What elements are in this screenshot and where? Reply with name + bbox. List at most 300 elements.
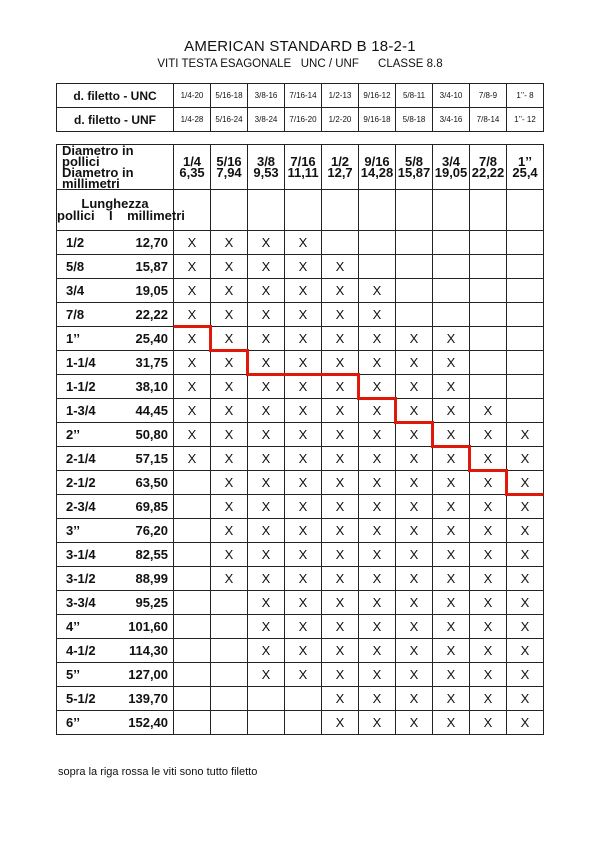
empty-cell <box>433 279 470 303</box>
availability-mark: X <box>322 351 359 375</box>
length-header-row <box>57 190 544 231</box>
availability-mark: X <box>174 231 211 255</box>
diameter-inch: 3/8 <box>256 154 276 169</box>
availability-mark: X <box>248 639 285 663</box>
availability-mark: X <box>433 639 470 663</box>
length-inch: 3-1/2 <box>57 567 112 591</box>
availability-mark: X <box>359 423 396 447</box>
unf-thread-cell: 1/4-28 <box>174 108 211 132</box>
empty-cell <box>174 567 211 591</box>
length-row <box>57 231 544 255</box>
empty-cell <box>507 399 544 423</box>
length-inch: 1-3/4 <box>57 399 112 423</box>
empty-cell <box>322 231 359 255</box>
availability-mark: X <box>396 615 433 639</box>
availability-mark: X <box>211 519 248 543</box>
unc-thread-cell: 7/16-14 <box>285 84 322 108</box>
diameter-mm: 22,22 <box>471 165 505 180</box>
empty-cell <box>174 663 211 687</box>
availability-mark: X <box>248 303 285 327</box>
length-row <box>57 351 544 375</box>
availability-mark: X <box>359 687 396 711</box>
availability-mark: X <box>248 471 285 495</box>
availability-mark: X <box>470 495 507 519</box>
diameter-mm: 14,28 <box>360 165 394 180</box>
availability-mark: X <box>248 447 285 471</box>
length-row <box>57 711 544 735</box>
empty-cell <box>470 375 507 399</box>
availability-mark: X <box>433 471 470 495</box>
availability-mark: X <box>470 711 507 735</box>
unf-thread-cell: 3/4-16 <box>433 108 470 132</box>
diameter-inch: 1’’ <box>518 154 532 169</box>
availability-mark: X <box>211 303 248 327</box>
length-row <box>57 615 544 639</box>
availability-mark: X <box>396 351 433 375</box>
availability-mark: X <box>507 639 544 663</box>
unc-thread-cell: 3/4-10 <box>433 84 470 108</box>
availability-mark: X <box>396 327 433 351</box>
availability-mark: X <box>396 519 433 543</box>
availability-mark: X <box>470 663 507 687</box>
availability-mark: X <box>174 375 211 399</box>
diameter-column-header <box>470 145 507 190</box>
availability-mark: X <box>285 567 322 591</box>
unf-thread-cell: 9/16-18 <box>359 108 396 132</box>
availability-mark: X <box>470 591 507 615</box>
empty-cell <box>174 543 211 567</box>
empty-cell <box>285 190 322 231</box>
availability-mark: X <box>359 399 396 423</box>
availability-mark: X <box>174 423 211 447</box>
availability-mark: X <box>359 471 396 495</box>
availability-mark: X <box>211 327 248 351</box>
availability-mark: X <box>359 543 396 567</box>
empty-cell <box>396 279 433 303</box>
length-inch: 6’’ <box>57 711 112 735</box>
availability-mark: X <box>433 399 470 423</box>
availability-mark: X <box>396 567 433 591</box>
empty-cell <box>507 255 544 279</box>
length-inch: 1-1/4 <box>57 351 112 375</box>
diameter-column-header <box>507 145 544 190</box>
empty-cell <box>470 351 507 375</box>
availability-mark: X <box>211 279 248 303</box>
availability-mark: X <box>285 279 322 303</box>
availability-mark: X <box>433 495 470 519</box>
availability-mark: X <box>433 351 470 375</box>
availability-mark: X <box>359 519 396 543</box>
length-inch: 1-1/2 <box>57 375 112 399</box>
unc-thread-cell: 1’’- 8 <box>507 84 544 108</box>
footnote: sopra la riga rossa le viti sono tutto filetto <box>58 766 258 778</box>
length-row <box>57 591 544 615</box>
availability-mark: X <box>507 495 544 519</box>
length-row <box>57 255 544 279</box>
availability-mark: X <box>322 663 359 687</box>
availability-mark: X <box>322 615 359 639</box>
availability-mark: X <box>507 543 544 567</box>
availability-mark: X <box>507 423 544 447</box>
availability-mark: X <box>285 231 322 255</box>
availability-mark: X <box>285 615 322 639</box>
length-row <box>57 399 544 423</box>
availability-mark: X <box>285 543 322 567</box>
availability-mark: X <box>322 327 359 351</box>
length-mm: 50,80 <box>112 423 174 447</box>
availability-mark: X <box>248 591 285 615</box>
availability-mark: X <box>322 447 359 471</box>
length-mm: 95,25 <box>112 591 174 615</box>
length-label: Lunghezza <box>81 196 149 211</box>
availability-mark: X <box>285 663 322 687</box>
availability-mark: X <box>174 351 211 375</box>
empty-cell <box>396 190 433 231</box>
availability-mark: X <box>211 255 248 279</box>
empty-cell <box>174 591 211 615</box>
availability-mark: X <box>174 327 211 351</box>
empty-cell <box>433 190 470 231</box>
availability-mark: X <box>396 399 433 423</box>
empty-cell <box>285 711 322 735</box>
availability-mark: X <box>322 255 359 279</box>
availability-mark: X <box>359 327 396 351</box>
availability-mark: X <box>433 327 470 351</box>
empty-cell <box>211 639 248 663</box>
availability-mark: X <box>470 423 507 447</box>
empty-cell <box>396 303 433 327</box>
diameter-mm: 19,05 <box>434 165 468 180</box>
length-row <box>57 303 544 327</box>
availability-mark: X <box>359 279 396 303</box>
availability-mark: X <box>248 255 285 279</box>
diameter-column-header <box>211 145 248 190</box>
availability-mark: X <box>507 591 544 615</box>
empty-cell <box>470 279 507 303</box>
unf-thread-cell: 7/8-14 <box>470 108 507 132</box>
unc-thread-cell: 7/8-9 <box>470 84 507 108</box>
availability-mark: X <box>433 543 470 567</box>
availability-mark: X <box>211 399 248 423</box>
availability-mark: X <box>285 399 322 423</box>
length-inch: 5-1/2 <box>57 687 112 711</box>
availability-mark: X <box>211 375 248 399</box>
availability-mark: X <box>248 327 285 351</box>
empty-cell <box>507 327 544 351</box>
empty-cell <box>248 190 285 231</box>
availability-mark: X <box>322 543 359 567</box>
empty-cell <box>507 279 544 303</box>
availability-mark: X <box>285 519 322 543</box>
bolt-length-table <box>56 144 544 735</box>
length-mm: 12,70 <box>112 231 174 255</box>
availability-mark: X <box>507 663 544 687</box>
availability-mark: X <box>359 639 396 663</box>
empty-cell <box>433 231 470 255</box>
length-row <box>57 471 544 495</box>
diameter-column-header <box>322 145 359 190</box>
availability-mark: X <box>470 615 507 639</box>
availability-mark: X <box>248 231 285 255</box>
availability-mark: X <box>285 423 322 447</box>
availability-mark: X <box>174 447 211 471</box>
empty-cell <box>174 639 211 663</box>
availability-mark: X <box>396 663 433 687</box>
empty-cell <box>470 327 507 351</box>
empty-cell <box>507 303 544 327</box>
availability-mark: X <box>211 447 248 471</box>
availability-mark: X <box>396 687 433 711</box>
length-inch: 1/2 <box>57 231 112 255</box>
empty-cell <box>396 231 433 255</box>
availability-mark: X <box>507 567 544 591</box>
diameter-inch: 5/16 <box>216 154 242 169</box>
diameter-inch: 1/4 <box>182 154 202 169</box>
availability-mark: X <box>322 471 359 495</box>
length-mm: 63,50 <box>112 471 174 495</box>
unc-thread-cell: 1/4-20 <box>174 84 211 108</box>
length-row <box>57 375 544 399</box>
diameter-column-header <box>359 145 396 190</box>
availability-mark: X <box>507 447 544 471</box>
page-subtitle: VITI TESTA ESAGONALE UNC / UNF CLASSE 8.8 <box>157 58 443 70</box>
empty-cell <box>174 495 211 519</box>
empty-cell <box>507 231 544 255</box>
empty-cell <box>248 711 285 735</box>
page-title: AMERICAN STANDARD B 18-2-1 <box>184 38 416 55</box>
availability-mark: X <box>433 711 470 735</box>
empty-cell <box>322 190 359 231</box>
thread-table <box>56 83 544 132</box>
length-inch: 5’’ <box>57 663 112 687</box>
length-row <box>57 687 544 711</box>
availability-mark: X <box>433 615 470 639</box>
availability-mark: X <box>285 495 322 519</box>
availability-mark: X <box>248 567 285 591</box>
diameter-inch: 9/16 <box>364 154 390 169</box>
availability-mark: X <box>248 663 285 687</box>
availability-mark: X <box>248 519 285 543</box>
availability-mark: X <box>359 447 396 471</box>
availability-mark: X <box>396 447 433 471</box>
empty-cell <box>470 303 507 327</box>
diameter-inch: 3/4 <box>441 154 461 169</box>
length-row <box>57 447 544 471</box>
empty-cell <box>433 303 470 327</box>
availability-mark: X <box>248 615 285 639</box>
availability-mark: X <box>359 495 396 519</box>
length-mm: 15,87 <box>112 255 174 279</box>
length-mm: 152,40 <box>112 711 174 735</box>
availability-mark: X <box>470 543 507 567</box>
availability-mark: X <box>322 687 359 711</box>
availability-mark: X <box>470 567 507 591</box>
length-mm: 22,22 <box>112 303 174 327</box>
availability-mark: X <box>211 351 248 375</box>
length-row <box>57 327 544 351</box>
length-mm: 19,05 <box>112 279 174 303</box>
availability-mark: X <box>322 711 359 735</box>
availability-mark: X <box>433 447 470 471</box>
availability-mark: X <box>359 567 396 591</box>
length-mm: 127,00 <box>112 663 174 687</box>
availability-mark: X <box>322 567 359 591</box>
availability-mark: X <box>211 231 248 255</box>
diameter-header-row <box>57 145 544 190</box>
availability-mark: X <box>285 255 322 279</box>
length-mm: 44,45 <box>112 399 174 423</box>
length-mm: 88,99 <box>112 567 174 591</box>
unf-thread-cell: 3/8-24 <box>248 108 285 132</box>
availability-mark: X <box>285 351 322 375</box>
empty-cell <box>211 615 248 639</box>
diameter-inch: 1/2 <box>330 154 350 169</box>
availability-mark: X <box>248 399 285 423</box>
availability-mark: X <box>285 375 322 399</box>
length-mm: 76,20 <box>112 519 174 543</box>
empty-cell <box>470 255 507 279</box>
unc-thread-cell: 1/2-13 <box>322 84 359 108</box>
unc-thread-cell: 5/16-18 <box>211 84 248 108</box>
length-header-label <box>57 190 185 231</box>
length-row <box>57 519 544 543</box>
unf-thread-cell: 1/2-20 <box>322 108 359 132</box>
availability-mark: X <box>322 375 359 399</box>
empty-cell <box>174 615 211 639</box>
length-inch: 4-1/2 <box>57 639 112 663</box>
availability-mark: X <box>174 399 211 423</box>
availability-mark: X <box>322 279 359 303</box>
availability-mark: X <box>248 375 285 399</box>
diameter-inch: 5/8 <box>404 154 424 169</box>
length-inch: 2’’ <box>57 423 112 447</box>
diameter-mm: 6,35 <box>179 165 205 180</box>
empty-cell <box>174 711 211 735</box>
empty-cell <box>248 687 285 711</box>
length-units: pollici I millimetri <box>57 208 185 223</box>
empty-cell <box>211 711 248 735</box>
availability-mark: X <box>433 423 470 447</box>
availability-mark: X <box>396 423 433 447</box>
length-inch: 2-1/4 <box>57 447 112 471</box>
availability-mark: X <box>507 471 544 495</box>
empty-cell <box>359 255 396 279</box>
availability-mark: X <box>396 711 433 735</box>
availability-mark: X <box>211 543 248 567</box>
diameter-column-header <box>433 145 470 190</box>
availability-mark: X <box>359 351 396 375</box>
length-row <box>57 567 544 591</box>
length-row <box>57 639 544 663</box>
availability-mark: X <box>174 303 211 327</box>
diameter-column-header <box>248 145 285 190</box>
length-row <box>57 423 544 447</box>
empty-cell <box>396 255 433 279</box>
length-row <box>57 663 544 687</box>
diameter-mm: 12,7 <box>327 165 353 180</box>
unc-thread-cell: 9/16-12 <box>359 84 396 108</box>
length-mm: 114,30 <box>112 639 174 663</box>
diameter-header-label <box>57 145 174 190</box>
availability-mark: X <box>470 519 507 543</box>
availability-mark: X <box>285 327 322 351</box>
availability-mark: X <box>396 639 433 663</box>
length-inch: 3/4 <box>57 279 112 303</box>
availability-mark: X <box>322 495 359 519</box>
empty-cell <box>359 190 396 231</box>
empty-cell <box>507 351 544 375</box>
availability-mark: X <box>396 375 433 399</box>
empty-cell <box>174 687 211 711</box>
diameter-mm: 11,11 <box>287 165 319 180</box>
length-inch: 3’’ <box>57 519 112 543</box>
availability-mark: X <box>359 711 396 735</box>
empty-cell <box>507 190 544 231</box>
availability-mark: X <box>359 615 396 639</box>
availability-mark: X <box>248 495 285 519</box>
unc-thread-cell: 5/8-11 <box>396 84 433 108</box>
empty-cell <box>211 190 248 231</box>
length-inch: 5/8 <box>57 255 112 279</box>
availability-mark: X <box>433 567 470 591</box>
diameter-mm: 7,94 <box>216 165 242 180</box>
length-mm: 69,85 <box>112 495 174 519</box>
availability-mark: X <box>470 447 507 471</box>
empty-cell <box>359 231 396 255</box>
availability-mark: X <box>248 543 285 567</box>
availability-mark: X <box>359 375 396 399</box>
availability-mark: X <box>322 519 359 543</box>
diameter-mm: 25,4 <box>512 165 538 180</box>
availability-mark: X <box>322 399 359 423</box>
empty-cell <box>285 687 322 711</box>
availability-mark: X <box>285 471 322 495</box>
availability-mark: X <box>396 495 433 519</box>
length-row <box>57 495 544 519</box>
diameter-column-header <box>396 145 433 190</box>
diameter-inch: 7/16 <box>290 154 316 169</box>
empty-cell <box>211 687 248 711</box>
availability-mark: X <box>507 687 544 711</box>
length-inch: 1’’ <box>57 327 112 351</box>
unf-thread-cell: 5/16-24 <box>211 108 248 132</box>
availability-mark: X <box>285 303 322 327</box>
length-mm: 57,15 <box>112 447 174 471</box>
length-rows <box>57 231 544 735</box>
length-row <box>57 279 544 303</box>
availability-mark: X <box>285 447 322 471</box>
diam-mm-label: Diametro in millimetri <box>62 165 134 191</box>
availability-mark: X <box>174 255 211 279</box>
empty-cell <box>433 255 470 279</box>
availability-mark: X <box>211 423 248 447</box>
availability-mark: X <box>433 687 470 711</box>
empty-cell <box>211 663 248 687</box>
availability-mark: X <box>359 591 396 615</box>
empty-cell <box>470 231 507 255</box>
unf-thread-cell: 7/16-20 <box>285 108 322 132</box>
availability-mark: X <box>470 399 507 423</box>
availability-mark: X <box>359 303 396 327</box>
availability-mark: X <box>322 303 359 327</box>
length-inch: 2-3/4 <box>57 495 112 519</box>
availability-mark: X <box>174 279 211 303</box>
empty-cell <box>507 375 544 399</box>
diameter-mm: 15,87 <box>397 165 431 180</box>
length-mm: 25,40 <box>112 327 174 351</box>
availability-mark: X <box>507 711 544 735</box>
availability-mark: X <box>322 591 359 615</box>
